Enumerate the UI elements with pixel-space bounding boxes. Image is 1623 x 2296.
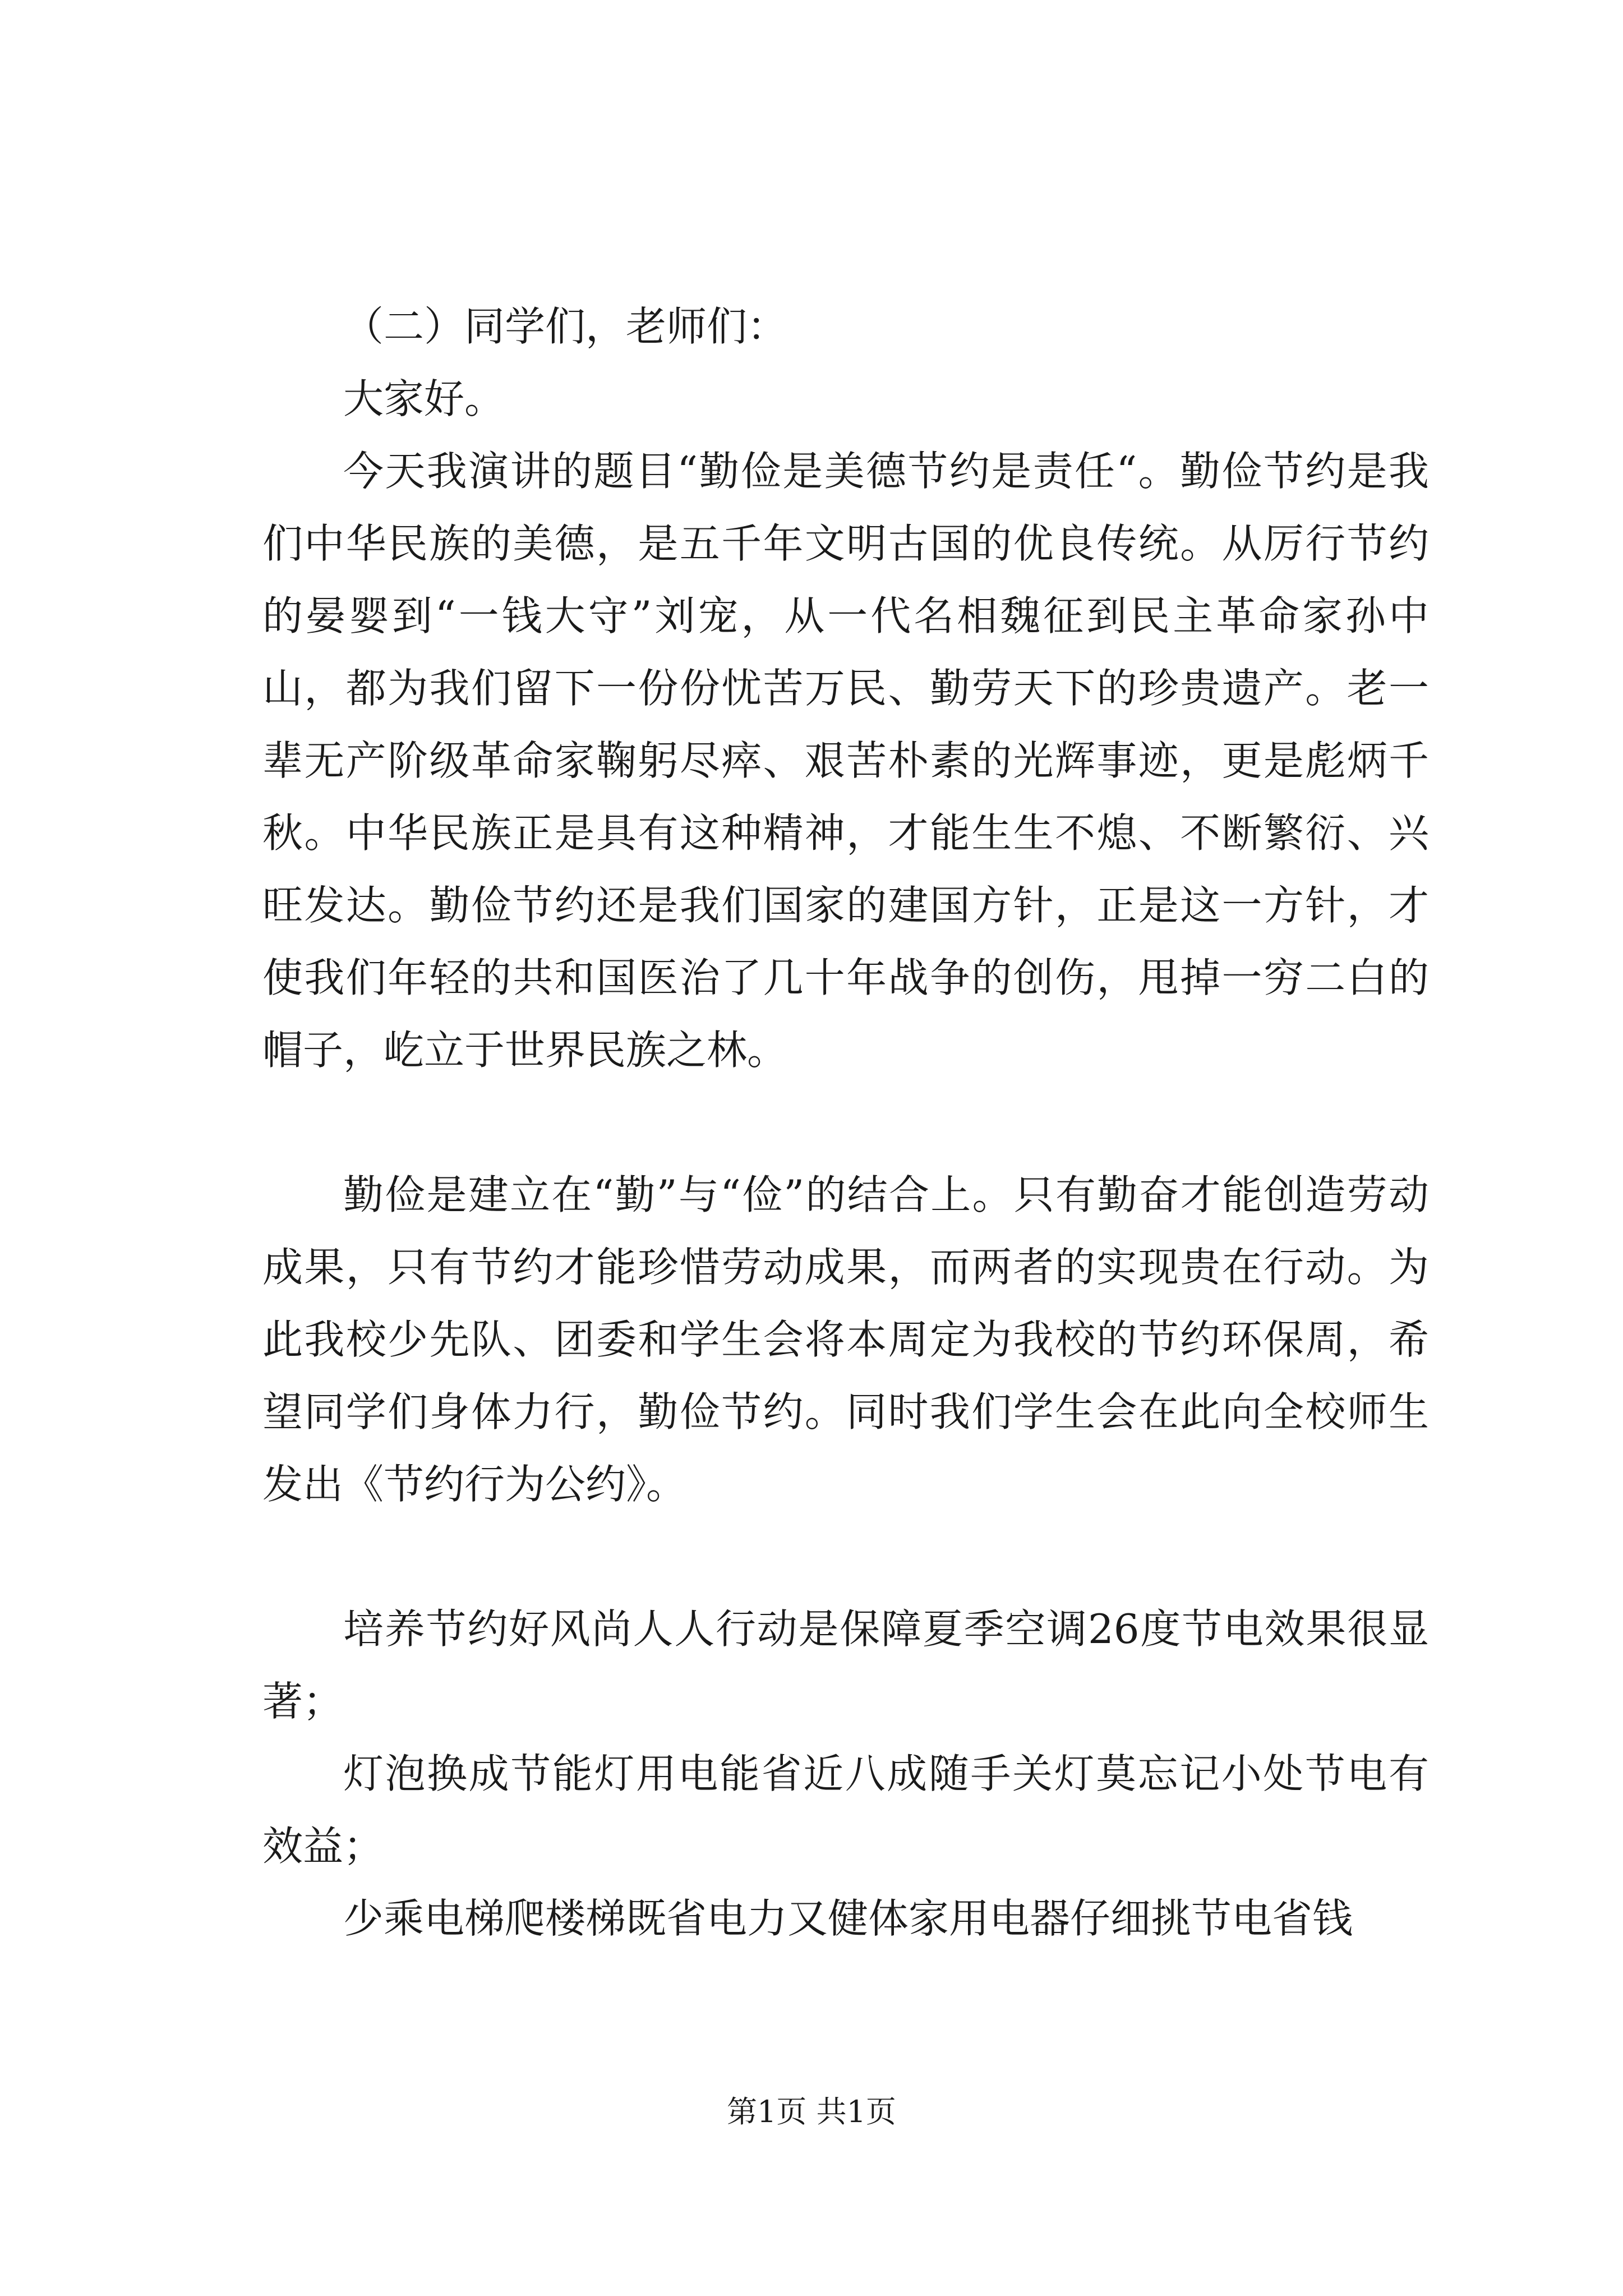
paragraph-3: 今天我演讲的题目“勤俭是美德节约是责任“。勤俭节约是我们中华民族的美德，是五千年文明古国的优良传统。从厉行节约的晏婴到“一钱大守”刘宠，从一代名相魏征到民主革命家孙中山，都为我们留下一份份忧苦万民、勤劳天下的珍贵遗产。老一辈无产阶级革命家鞠躬尽瘁、艰苦朴素的光辉事迹，更是彪炳千秋。中华民族正是具有这种精神，才能生生不熄、不断繁衍、兴旺发达。勤俭节约还是我们国家的建国方针，正是这一方针，才使我们年轻的共和国医治了几十年战争的创伤，甩掉一穷二白的帽子，屹立于世界民族之林。: [262, 448, 1429, 1074]
paragraph-2: 大家好。: [343, 375, 505, 422]
paragraph-6: 灯泡换成节能灯用电能省近八成随手关灯莫忘记小处节电有效益；: [262, 1750, 1429, 1870]
page-footer: 第1页 共1页: [727, 2094, 896, 2129]
paragraph-7: 少乘电梯爬楼梯既省电力又健体家用电器仔细挑节电省钱: [343, 1895, 1353, 1942]
paragraph-5: 培养节约好风尚人人行动是保障夏季空调26度节电效果很显著；: [262, 1605, 1429, 1725]
paragraph-1: （二）同学们，老师们：: [343, 303, 788, 350]
paragraph-4: 勤俭是建立在“勤”与“俭”的结合上。只有勤奋才能创造劳动成果，只有节约才能珍惜劳动成果，而两者的实现贵在行动。为此我校少先队、团委和学生会将本周定为我校的节约环保周，希望同学们身体力行，勤俭节约。同时我们学生会在此向全校师生发出《节约行为公约》。: [262, 1171, 1429, 1508]
